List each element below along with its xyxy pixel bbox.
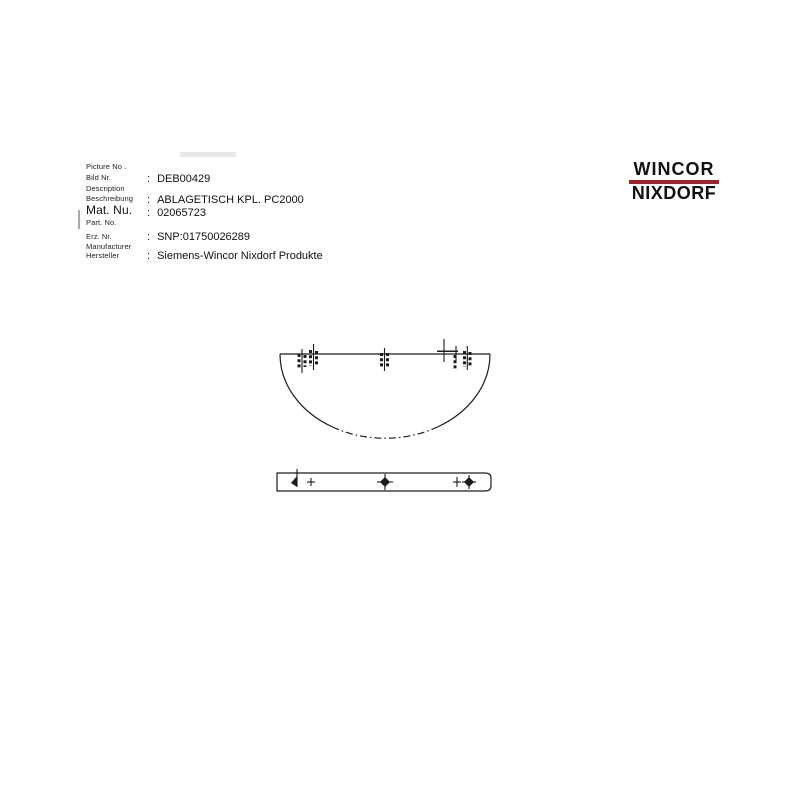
- fastener-symbol: [299, 349, 305, 373]
- label-bild-nr: Bild Nr.: [86, 173, 111, 182]
- mount-marker-flag: [291, 469, 297, 487]
- label-mat-nu: Mat. Nu.: [86, 203, 133, 217]
- colon: :: [147, 207, 151, 219]
- colon: :: [147, 250, 151, 262]
- colon: :: [147, 194, 151, 206]
- tray-top-view: [280, 339, 490, 438]
- colon: :: [147, 173, 151, 185]
- label-hersteller: Hersteller: [86, 251, 120, 260]
- mount-marker-diamond: [462, 475, 476, 489]
- label-picture-no: Picture No .: [86, 162, 127, 171]
- tray-side-view: [277, 469, 491, 491]
- label-description: Description: [86, 184, 125, 193]
- mat-nu-value: 02065723: [157, 207, 207, 219]
- logo-wincor-text: WINCOR: [633, 159, 715, 179]
- label-beschreibung: Beschreibung: [86, 194, 134, 203]
- fastener-symbol: [311, 344, 317, 370]
- logo-nixdorf-text: NIXDORF: [631, 183, 717, 203]
- fastener-symbol: [382, 348, 388, 371]
- fastener-symbol: [465, 346, 471, 370]
- description-value: ABLAGETISCH KPL. PC2000: [157, 194, 304, 206]
- picture-no-value: DEB00429: [157, 173, 211, 185]
- label-erz-nr: Erz. Nr.: [86, 232, 112, 241]
- erz-nr-value: SNP:01750026289: [157, 231, 251, 243]
- label-manufacturer: Manufacturer: [86, 242, 132, 251]
- colon: :: [147, 231, 151, 243]
- mount-marker-diamond: [377, 474, 393, 490]
- mount-marker-cross: [307, 478, 315, 486]
- mount-marker-cross: [453, 477, 461, 487]
- label-part-no: Part. No.: [86, 218, 117, 227]
- manufacturer-value: Siemens-Wincor Nixdorf Produkte: [157, 250, 323, 262]
